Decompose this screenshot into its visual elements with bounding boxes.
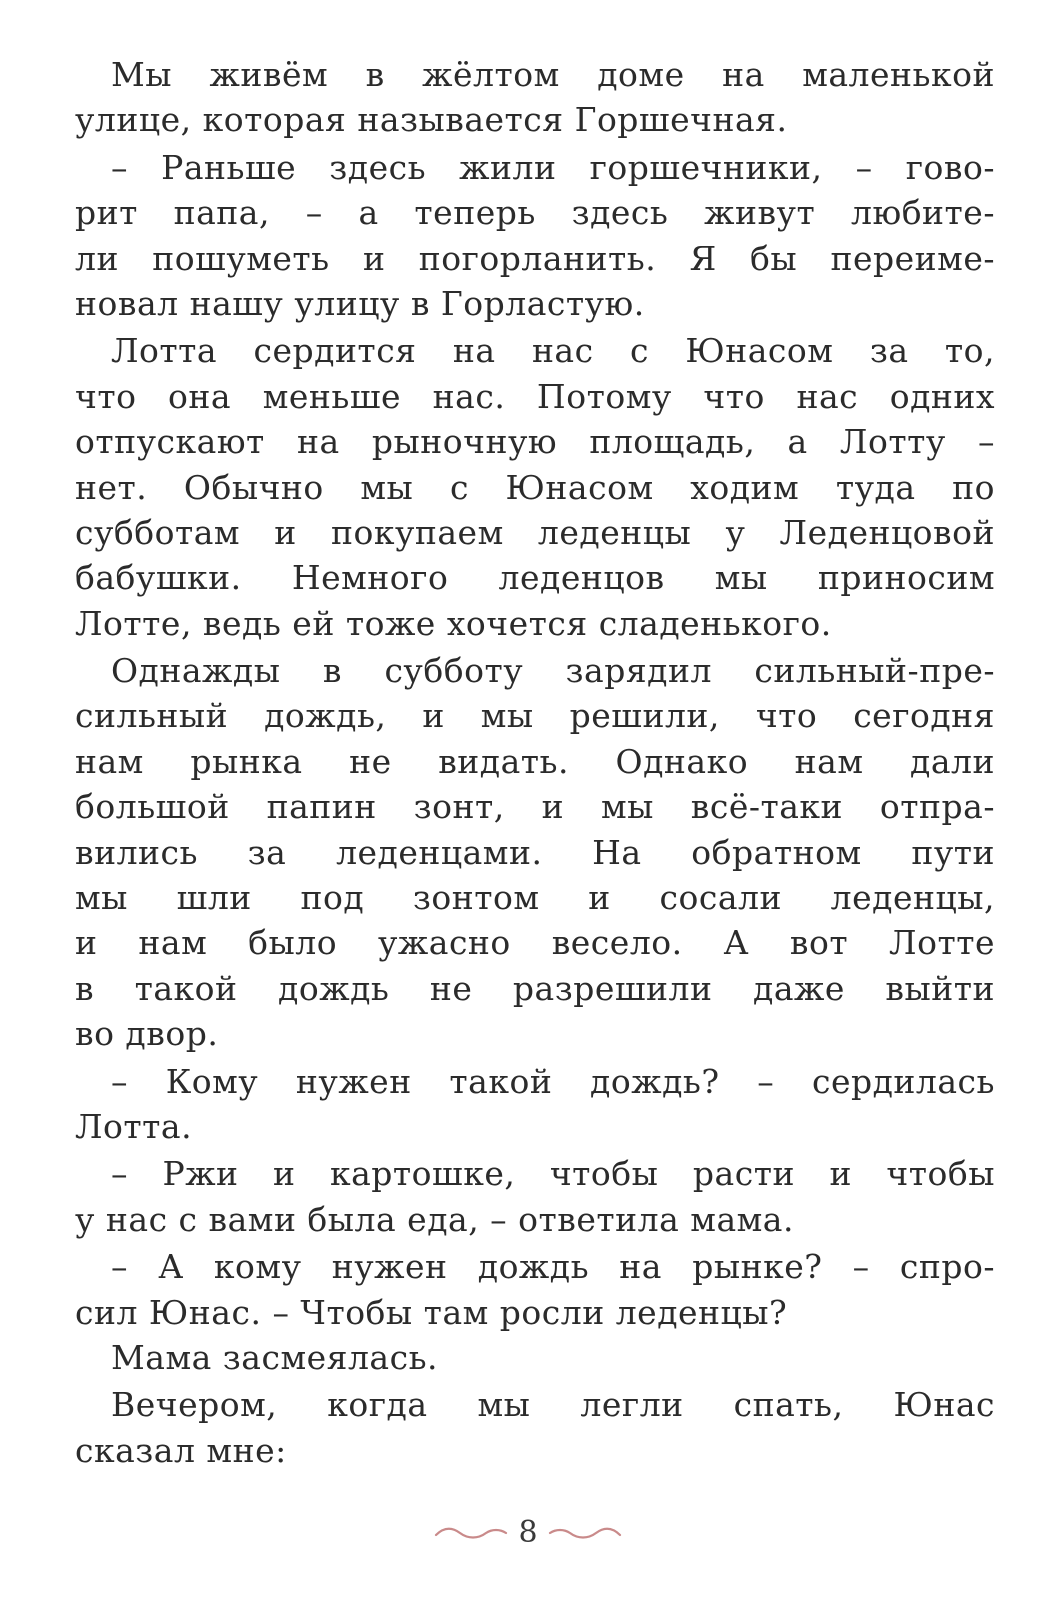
text-line: улице, которая называется Горшечная. <box>75 100 788 140</box>
text-line: Однажды в субботу зарядил сильный-пре- <box>111 651 995 691</box>
text-line: нам рынка не видать. Однако нам дали <box>75 741 995 781</box>
text-line: нет. Обычно мы с Юнасом ходим туда по <box>75 467 995 507</box>
text-line: – А кому нужен дождь на рынке? – спро- <box>111 1247 995 1287</box>
text-line: Мама засмеялась. <box>111 1337 439 1377</box>
text-line: Лотта. <box>75 1106 193 1146</box>
text-line: Вечером, когда мы легли спать, Юнас <box>111 1385 995 1425</box>
text-line: – Кому нужен такой дождь? – сердилась <box>111 1061 995 1101</box>
text-line: у нас с вами была еда, – ответила мама. <box>75 1199 794 1239</box>
text-line: и нам было ужасно весело. А вот Лотте <box>75 923 995 963</box>
text-line: субботам и покупаем леденцы у Леденцовой <box>75 512 995 552</box>
text-line: вились за леденцами. На обратном пути <box>75 832 995 872</box>
text-line: Лотте, ведь ей тоже хочется сладенького. <box>75 603 832 643</box>
text-line: новал нашу улицу в Горластую. <box>75 283 645 323</box>
text-line: отпускают на рыночную площадь, а Лотту – <box>75 422 995 462</box>
text-line: сил Юнас. – Чтобы там росли леденцы? <box>75 1292 788 1332</box>
page-number: 8 <box>518 1515 538 1550</box>
right-swirl-ornament-icon <box>548 1523 622 1543</box>
text-line: бабушки. Немного леденцов мы приносим <box>75 558 995 598</box>
text-line: сказал мне: <box>75 1430 287 1470</box>
text-line: большой папин зонт, и мы всё-таки отпра- <box>75 787 995 827</box>
body-text <box>75 52 995 1473</box>
text-line: рит папа, – а теперь здесь живут любите- <box>75 193 995 233</box>
text-line: мы шли под зонтом и сосали леденцы, <box>75 878 995 918</box>
text-line: в такой дождь не разрешили даже выйти <box>75 968 995 1008</box>
page-footer <box>0 1513 1056 1553</box>
text-line: что она меньше нас. Потому что нас одних <box>75 376 995 416</box>
text-line: во двор. <box>75 1014 219 1054</box>
text-line: сильный дождь, и мы решили, что сегодня <box>75 696 995 736</box>
text-line: ли пошуметь и погорланить. Я бы переиме- <box>75 238 995 278</box>
text-line: Мы живём в жёлтом доме на маленькой <box>111 55 995 94</box>
text-line: Лотта сердится на нас с Юнасом за то, <box>111 331 995 371</box>
text-line: – Раньше здесь жили горшечники, – гово- <box>111 147 995 187</box>
left-swirl-ornament-icon <box>434 1523 508 1543</box>
text-line: – Ржи и картошке, чтобы расти и чтобы <box>111 1154 995 1194</box>
